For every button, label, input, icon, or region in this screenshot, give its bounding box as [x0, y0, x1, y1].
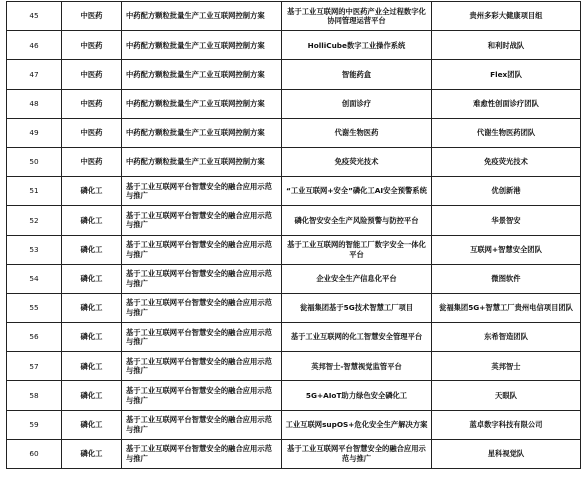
direction-cell: 基于工业互联网平台智慧安全的融合应用示范与推广: [122, 323, 282, 352]
table-row: [7, 323, 581, 352]
team-cell: 瓮福集团5G+智慧工厂贵州电信项目团队: [432, 293, 581, 322]
table-row: [7, 60, 581, 89]
direction-cell: 基于工业互联网平台智慧安全的融合应用示范与推广: [122, 293, 282, 322]
team-cell: 微图软件: [432, 264, 581, 293]
team-cell: 天眼队: [432, 381, 581, 410]
row-number-cell: 45: [7, 2, 62, 31]
team-cell: 华景智安: [432, 206, 581, 235]
row-number-cell: 52: [7, 206, 62, 235]
team-cell: 贵州多彩大健康项目组: [432, 2, 581, 31]
row-number-cell: 51: [7, 177, 62, 206]
row-number-cell: 57: [7, 352, 62, 381]
row-number-cell: 50: [7, 147, 62, 176]
direction-cell: 中药配方颗粒批量生产工业互联网控制方案: [122, 118, 282, 147]
team-cell: 互联网+智慧安全团队: [432, 235, 581, 264]
category-cell: 磷化工: [62, 235, 122, 264]
table-row: [7, 118, 581, 147]
table-row: [7, 352, 581, 381]
project-cell: 智能药盒: [282, 60, 432, 89]
project-cell: “工业互联网+安全”磷化工AI安全预警系统: [282, 177, 432, 206]
project-table: [6, 1, 581, 469]
table-row: [7, 293, 581, 322]
category-cell: 磷化工: [62, 293, 122, 322]
category-cell: 磷化工: [62, 439, 122, 468]
table-row: [7, 410, 581, 439]
team-cell: 免疫荧光技术: [432, 147, 581, 176]
category-cell: 磷化工: [62, 410, 122, 439]
direction-cell: 基于工业互联网平台智慧安全的融合应用示范与推广: [122, 439, 282, 468]
row-number-cell: 56: [7, 323, 62, 352]
category-cell: 中医药: [62, 31, 122, 60]
row-number-cell: 47: [7, 60, 62, 89]
category-cell: 中医药: [62, 60, 122, 89]
table-row: [7, 206, 581, 235]
category-cell: 磷化工: [62, 177, 122, 206]
project-cell: HolliCube数字工业操作系统: [282, 31, 432, 60]
category-cell: 磷化工: [62, 381, 122, 410]
direction-cell: 基于工业互联网平台智慧安全的融合应用示范与推广: [122, 235, 282, 264]
direction-cell: 中药配方颗粒批量生产工业互联网控制方案: [122, 31, 282, 60]
category-cell: 磷化工: [62, 264, 122, 293]
project-cell: 企业安全生产信息化平台: [282, 264, 432, 293]
team-cell: 英邦智士: [432, 352, 581, 381]
project-cell: 瓮福集团基于5G技术智慧工厂项目: [282, 293, 432, 322]
direction-cell: 基于工业互联网平台智慧安全的融合应用示范与推广: [122, 206, 282, 235]
table-row: [7, 381, 581, 410]
direction-cell: 中药配方颗粒批量生产工业互联网控制方案: [122, 60, 282, 89]
team-cell: 东希智造团队: [432, 323, 581, 352]
team-cell: 星科视觉队: [432, 439, 581, 468]
category-cell: 中医药: [62, 2, 122, 31]
table-row: [7, 177, 581, 206]
project-cell: 代谢生物医药: [282, 118, 432, 147]
row-number-cell: 58: [7, 381, 62, 410]
row-number-cell: 60: [7, 439, 62, 468]
category-cell: 磷化工: [62, 352, 122, 381]
project-cell: 磷化智安安全生产风险预警与防控平台: [282, 206, 432, 235]
project-cell: 基于工业互联网的智能工厂数字安全一体化平台: [282, 235, 432, 264]
row-number-cell: 54: [7, 264, 62, 293]
direction-cell: 基于工业互联网平台智慧安全的融合应用示范与推广: [122, 352, 282, 381]
project-cell: 基于工业互联网平台智慧安全的融合应用示范与推广: [282, 439, 432, 468]
row-number-cell: 59: [7, 410, 62, 439]
row-number-cell: 46: [7, 31, 62, 60]
project-cell: 创面诊疗: [282, 89, 432, 118]
table-body: [7, 2, 581, 469]
table-row: [7, 147, 581, 176]
category-cell: 磷化工: [62, 323, 122, 352]
team-cell: 优创新港: [432, 177, 581, 206]
direction-cell: 中药配方颗粒批量生产工业互联网控制方案: [122, 2, 282, 31]
team-cell: 代谢生物医药团队: [432, 118, 581, 147]
row-number-cell: 55: [7, 293, 62, 322]
direction-cell: 中药配方颗粒批量生产工业互联网控制方案: [122, 147, 282, 176]
table-row: [7, 89, 581, 118]
category-cell: 磷化工: [62, 206, 122, 235]
project-cell: 英邦智士-智慧视觉监管平台: [282, 352, 432, 381]
row-number-cell: 49: [7, 118, 62, 147]
table-row: [7, 2, 581, 31]
table-row: [7, 235, 581, 264]
category-cell: 中医药: [62, 147, 122, 176]
project-cell: 基于工业互联网的化工智慧安全管理平台: [282, 323, 432, 352]
direction-cell: 基于工业互联网平台智慧安全的融合应用示范与推广: [122, 410, 282, 439]
project-cell: 5G+AIoT助力绿色安全磷化工: [282, 381, 432, 410]
project-cell: 基于工业互联网的中医药产业全过程数字化协同管理运营平台: [282, 2, 432, 31]
team-cell: 和利时战队: [432, 31, 581, 60]
row-number-cell: 48: [7, 89, 62, 118]
project-cell: 工业互联网supOS+危化安全生产解决方案: [282, 410, 432, 439]
team-cell: 难愈性创面诊疗团队: [432, 89, 581, 118]
direction-cell: 中药配方颗粒批量生产工业互联网控制方案: [122, 89, 282, 118]
category-cell: 中医药: [62, 118, 122, 147]
team-cell: Flex团队: [432, 60, 581, 89]
table-row: [7, 439, 581, 468]
category-cell: 中医药: [62, 89, 122, 118]
team-cell: 蓝卓数字科技有限公司: [432, 410, 581, 439]
direction-cell: 基于工业互联网平台智慧安全的融合应用示范与推广: [122, 177, 282, 206]
table-row: [7, 264, 581, 293]
project-cell: 免疫荧光技术: [282, 147, 432, 176]
direction-cell: 基于工业互联网平台智慧安全的融合应用示范与推广: [122, 264, 282, 293]
direction-cell: 基于工业互联网平台智慧安全的融合应用示范与推广: [122, 381, 282, 410]
row-number-cell: 53: [7, 235, 62, 264]
table-row: [7, 31, 581, 60]
